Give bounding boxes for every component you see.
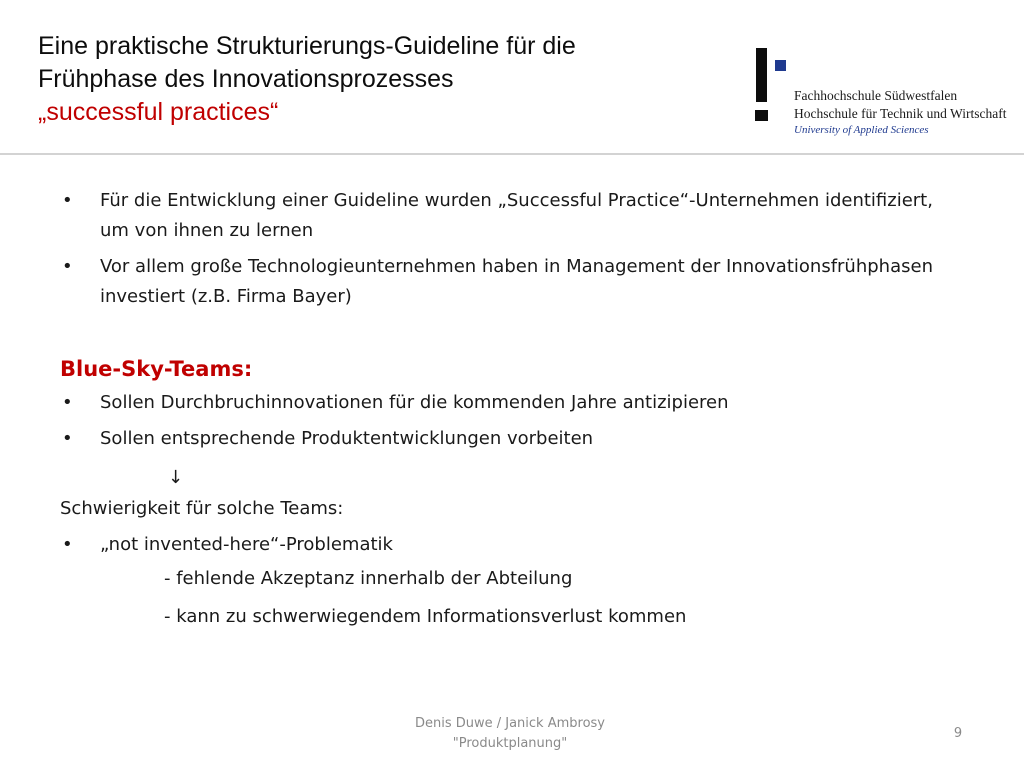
logo-exclamation-dot: [755, 110, 768, 121]
bullet-item: [60, 424, 960, 454]
bullet-text: Sollen entsprechende Produktentwicklungen vorbeiten: [100, 428, 594, 449]
logo-text-line-1: Fachhochschule Südwestfalen: [794, 88, 958, 103]
bullet-text: Sollen Durchbruchinnovationen für die kommenden Jahre antizipieren: [100, 392, 729, 413]
bullet-text: Vor allem große Technologieunternehmen haben in Management der Innovationsfrühphasen investiert (z.B. Firma Bayer): [100, 256, 933, 307]
title-subtitle: „successful practices“: [38, 98, 279, 126]
down-arrow-icon: ↓: [168, 467, 184, 488]
page-number: 9: [953, 726, 963, 741]
bullet-item: [60, 186, 960, 246]
bullet-item: [60, 388, 960, 418]
header-divider: [0, 153, 1024, 155]
logo-text-line-2: Hochschule für Technik und Wirtschaft: [794, 106, 1007, 121]
sub-point: - kann zu schwerwiegendem Informationsverlust kommen: [164, 606, 687, 627]
sub-point: - fehlende Akzeptanz innerhalb der Abteilung: [164, 568, 573, 589]
spacer: [60, 318, 960, 352]
logo-exclamation-bar: [756, 48, 767, 102]
section-heading: Blue-Sky-Teams:: [60, 357, 253, 381]
logo-blue-square: [775, 60, 786, 71]
title-line-2: Frühphase des Innovationsprozesses: [38, 65, 454, 93]
difficulty-label: Schwierigkeit für solche Teams:: [60, 498, 344, 519]
footer-topic: "Produktplanung": [452, 736, 568, 751]
slide-footer: [370, 714, 650, 754]
bullet-text: Für die Entwicklung einer Guideline wurden „Successful Practice“-Unternehmen identifiziert, um von ihnen zu lernen: [100, 190, 933, 241]
university-logo: [752, 46, 1024, 146]
slide-body: [60, 186, 960, 636]
logo-text-line-3: University of Applied Sciences: [794, 124, 929, 136]
footer-authors: Denis Duwe / Janick Ambrosy: [414, 716, 606, 731]
bullet-item: [60, 252, 960, 312]
bullet-text: „not invented-here“-Problematik: [100, 534, 393, 555]
bullet-item: [60, 530, 960, 560]
title-line-1: Eine praktische Strukturierungs-Guideline für die: [38, 32, 576, 60]
slide-title: [38, 30, 718, 129]
